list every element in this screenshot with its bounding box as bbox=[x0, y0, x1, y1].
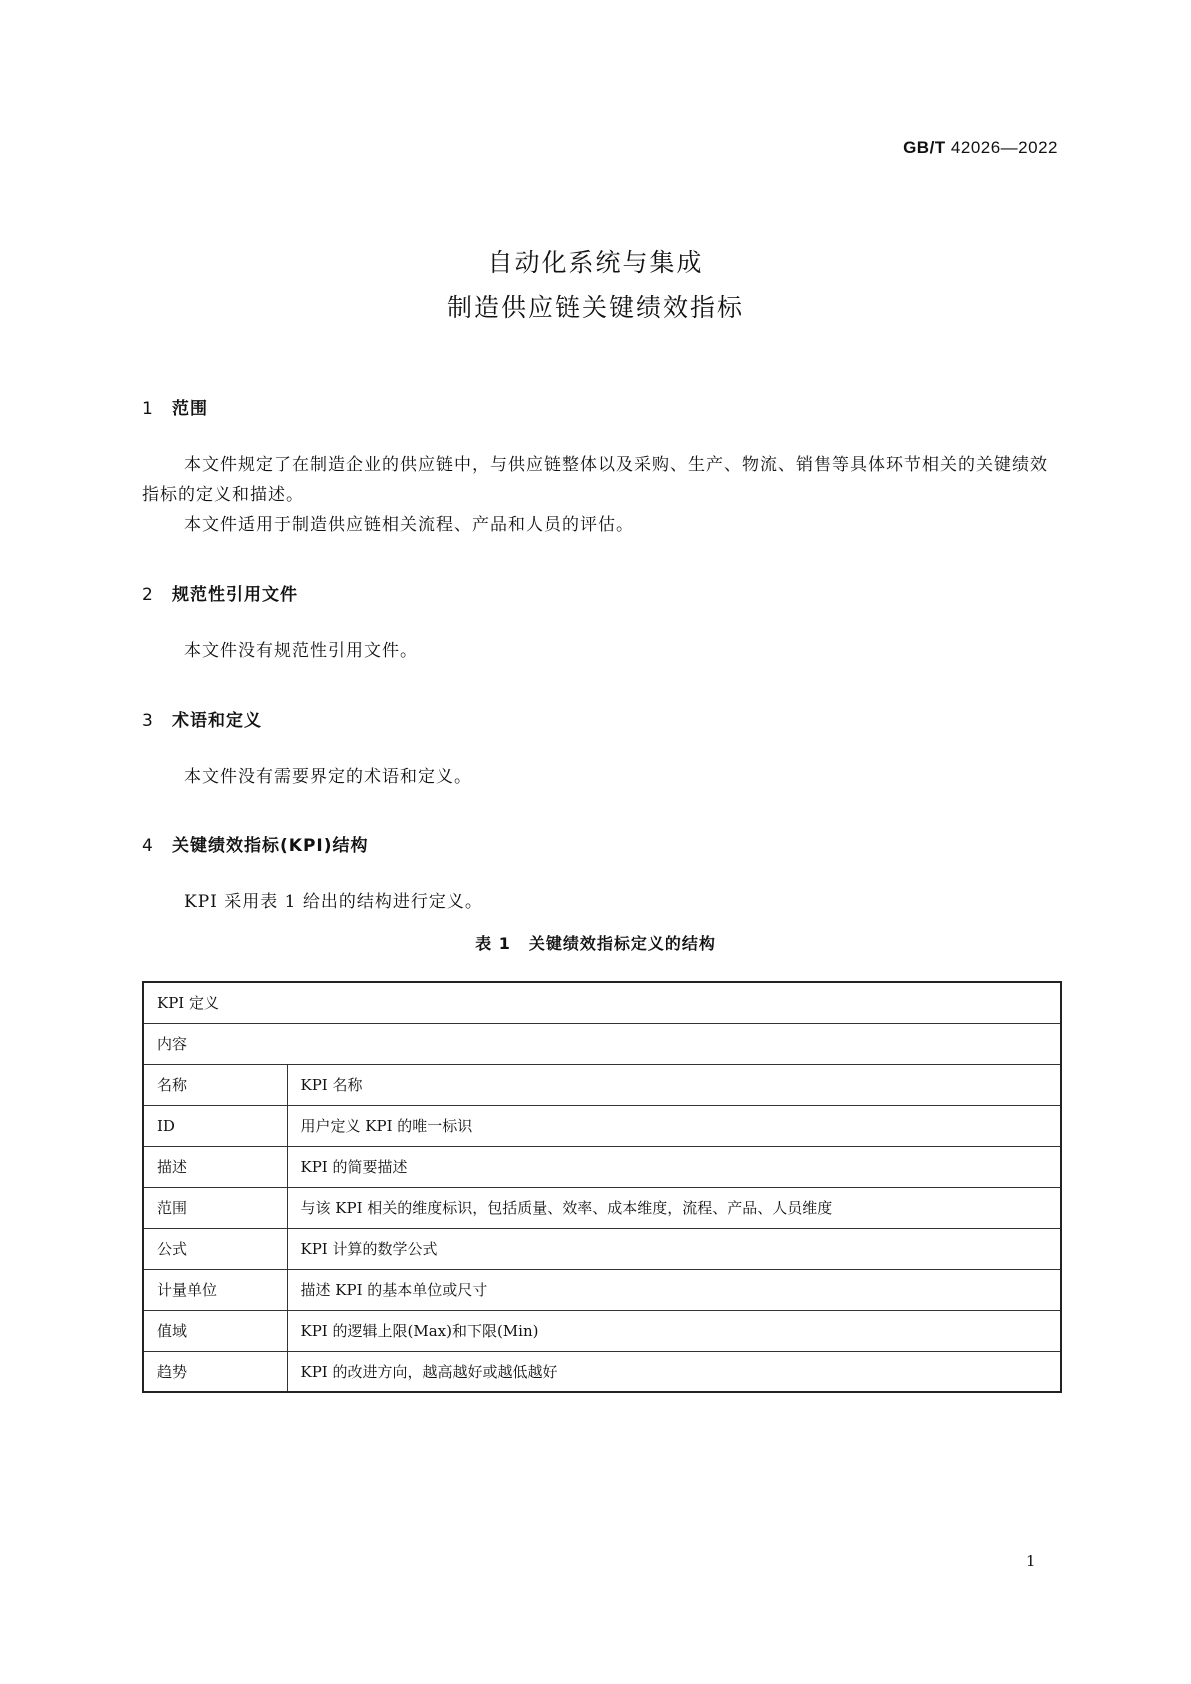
table-row bbox=[143, 1351, 1061, 1392]
table-cell-desc: 描述 KPI 的基本单位或尺寸 bbox=[287, 1269, 1061, 1310]
table-cell-field: 计量单位 bbox=[143, 1269, 287, 1310]
standard-number bbox=[903, 138, 1058, 158]
scope-paragraph-1: 本文件规定了在制造企业的供应链中，与供应链整体以及采购、生产、物流、销售等具体环节相关的关键绩效指标的定义和描述。 bbox=[142, 455, 1048, 505]
section-title: 范围 bbox=[172, 399, 208, 419]
table-cell-desc: KPI 的逻辑上限(Max)和下限(Min) bbox=[287, 1310, 1061, 1351]
table-cell-desc: 与该 KPI 相关的维度标识，包括质量、效率、成本维度，流程、产品、人员维度 bbox=[287, 1187, 1061, 1228]
section-heading-terms bbox=[142, 706, 262, 731]
table-cell-desc: 用户定义 KPI 的唯一标识 bbox=[287, 1105, 1061, 1146]
section-heading-normative-references bbox=[142, 580, 298, 605]
table-cell-field: 范围 bbox=[143, 1187, 287, 1228]
standard-code: 42026—2022 bbox=[950, 138, 1058, 157]
section-number: 4 bbox=[142, 836, 154, 856]
table-header-kpi-definition: KPI 定义 bbox=[143, 982, 1061, 1023]
section-title: 规范性引用文件 bbox=[172, 585, 298, 605]
section-number: 2 bbox=[142, 585, 154, 605]
terms-paragraph: 本文件没有需要界定的术语和定义。 bbox=[184, 767, 472, 787]
document-title-line1: 自动化系统与集成 bbox=[487, 248, 704, 277]
table-header-row bbox=[143, 982, 1061, 1023]
table-cell-field: 公式 bbox=[143, 1228, 287, 1269]
table-cell-field: 值域 bbox=[143, 1310, 287, 1351]
section-heading-scope bbox=[142, 394, 208, 419]
page-number: 1 bbox=[1026, 1552, 1036, 1570]
table-cell-field: 描述 bbox=[143, 1146, 287, 1187]
kpi-definition-table bbox=[142, 981, 1062, 1393]
table-header-content: 内容 bbox=[143, 1023, 1061, 1064]
section-number: 1 bbox=[142, 399, 154, 419]
table-caption bbox=[0, 931, 1191, 954]
table-cell-desc: KPI 的改进方向，越高越好或越低越好 bbox=[287, 1351, 1061, 1392]
section-heading-kpi-structure bbox=[142, 831, 369, 856]
table-cell-desc: KPI 的简要描述 bbox=[287, 1146, 1061, 1187]
section-title: 关键绩效指标(KPI)结构 bbox=[172, 836, 369, 856]
standard-prefix: GB/T bbox=[903, 138, 946, 157]
table-row bbox=[143, 1269, 1061, 1310]
table-cell-field: 名称 bbox=[143, 1064, 287, 1105]
table-row bbox=[143, 1310, 1061, 1351]
section-title: 术语和定义 bbox=[172, 711, 262, 731]
table-row bbox=[143, 1187, 1061, 1228]
table-cell-desc: KPI 计算的数学公式 bbox=[287, 1228, 1061, 1269]
table-row bbox=[143, 1228, 1061, 1269]
table-caption-title: 关键绩效指标定义的结构 bbox=[528, 934, 716, 953]
table-row bbox=[143, 1064, 1061, 1105]
section-number: 3 bbox=[142, 711, 154, 731]
table-cell-field: ID bbox=[143, 1105, 287, 1146]
table-cell-desc: KPI 名称 bbox=[287, 1064, 1061, 1105]
document-title-line2: 制造供应链关键绩效指标 bbox=[446, 293, 744, 322]
table-caption-label: 表 1 bbox=[475, 934, 511, 953]
table-row bbox=[143, 1146, 1061, 1187]
kpi-structure-paragraph: KPI 采用表 1 给出的结构进行定义。 bbox=[184, 892, 483, 912]
scope-paragraph-2: 本文件适用于制造供应链相关流程、产品和人员的评估。 bbox=[184, 515, 634, 535]
table-header-row bbox=[143, 1023, 1061, 1064]
table-row bbox=[143, 1105, 1061, 1146]
normative-references-paragraph: 本文件没有规范性引用文件。 bbox=[184, 641, 418, 661]
table-cell-field: 趋势 bbox=[143, 1351, 287, 1392]
